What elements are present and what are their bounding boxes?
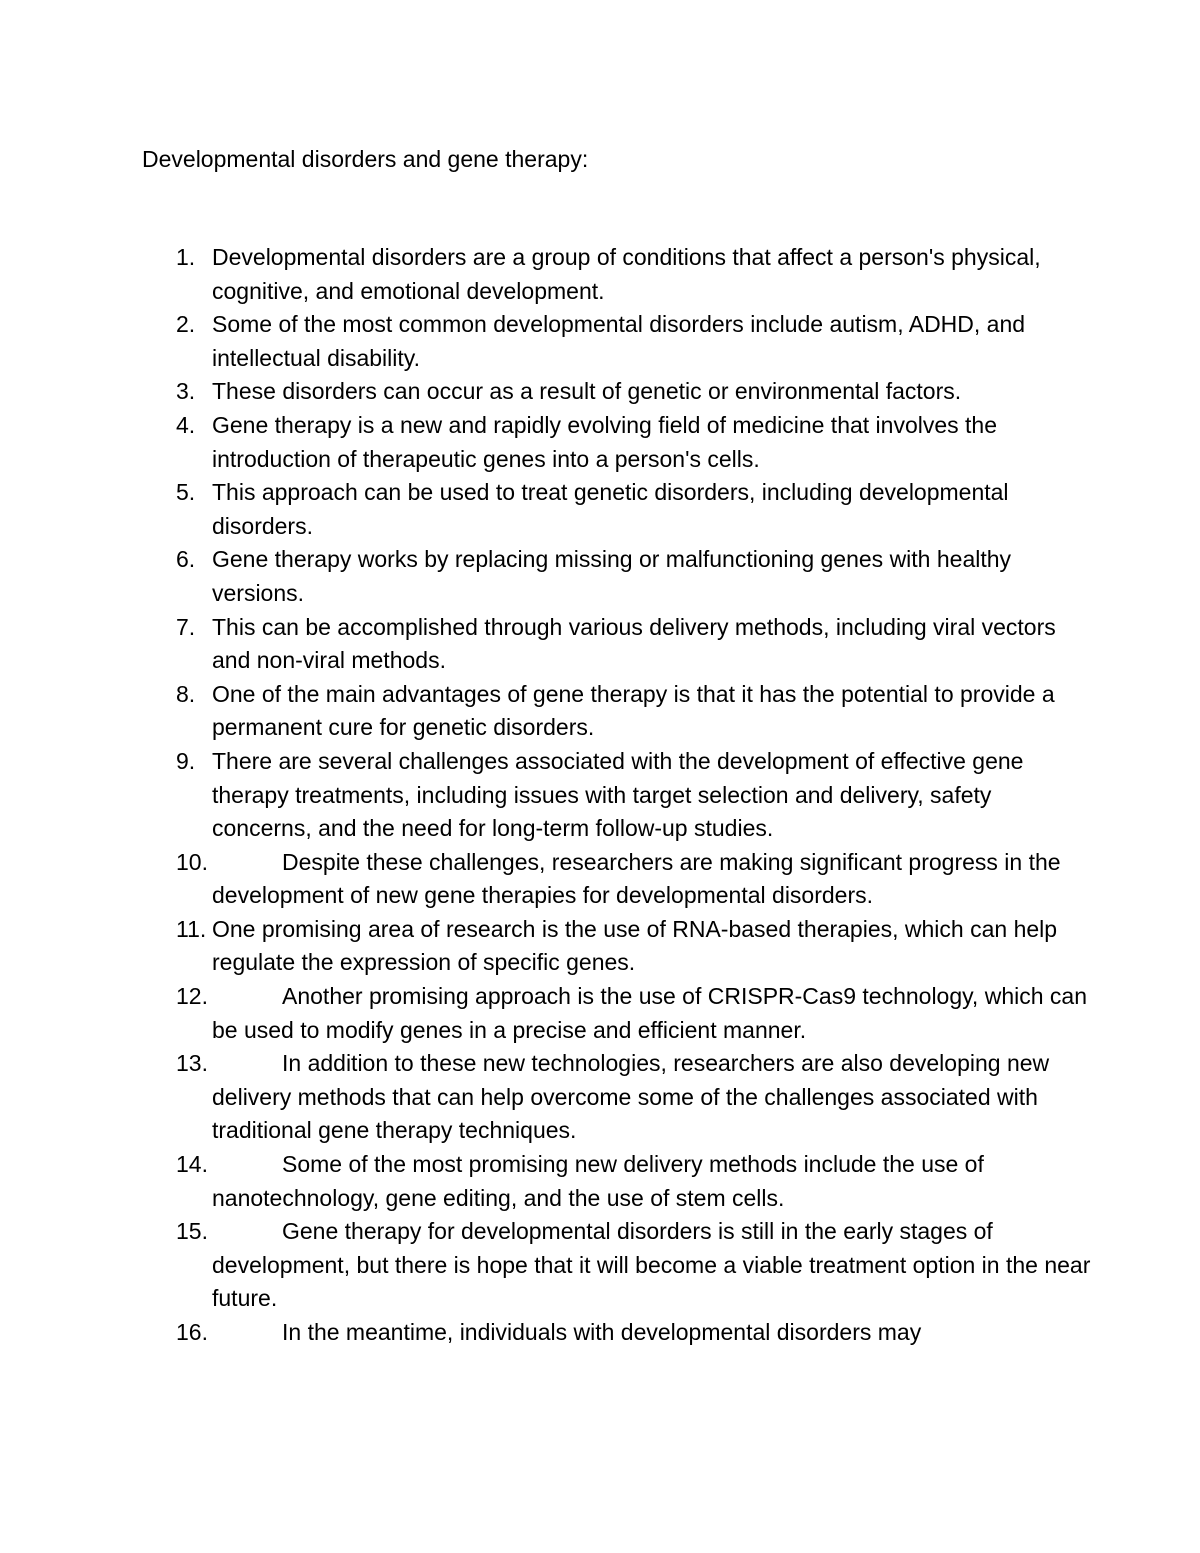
list-item [0, 308, 1092, 375]
list-item [0, 1316, 1092, 1350]
list-item-text: These disorders can occur as a result of genetic or environmental factors. [212, 378, 962, 405]
list-item [0, 241, 1092, 308]
list-item-number: 11. [176, 915, 207, 942]
list-item-text: Some of the most common developmental disorders include autism, ADHD, and intellectual disability. [212, 311, 1026, 371]
list-item-number: 6. [176, 546, 196, 573]
list-item-number: 2. [176, 311, 196, 338]
list-item [0, 375, 1092, 409]
list-item-text: Gene therapy for developmental disorders is still in the early stages of development, but there is hope that it will become a viable treatment option in the near future. [212, 1218, 1091, 1312]
document-title: Developmental disorders and gene therapy: [142, 146, 589, 172]
list-item [0, 543, 1092, 610]
list-item-text: This can be accomplished through various delivery methods, including viral vectors and non-viral methods. [212, 613, 1056, 674]
list-item-text: Despite these challenges, researchers are making significant progress in the development of new gene therapies for developmental disorders. [212, 848, 1061, 909]
list-item-text: Some of the most promising new delivery methods include the use of nanotechnology, gene editing, and the use of stem cells. [212, 1151, 984, 1211]
list-item [0, 611, 1092, 678]
list-item-text: Gene therapy works by replacing missing or malfunctioning genes with healthy versions. [212, 546, 1012, 606]
list-item-text: In addition to these new technologies, researchers are also developing new delivery methods that can help overcome some of the challenges associated with traditional gene therapy techniques. [212, 1050, 1050, 1144]
list-item-text: In the meantime, individuals with developmental disorders may [282, 1319, 922, 1345]
list-item-text: This approach can be used to treat genetic disorders, including developmental disorders. [212, 479, 1009, 539]
list-item [0, 409, 1092, 476]
list-item-text: One promising area of research is the use of RNA-based therapies, which can help regulate the expression of specific genes. [212, 915, 1058, 976]
list-item-number: 1. [176, 244, 196, 270]
list-item [0, 980, 1092, 1047]
list-item [0, 1215, 1092, 1316]
list-item-text: Developmental disorders are a group of conditions that affect a person's physical, cognitive, and emotional development. [212, 244, 1041, 304]
numbered-list [0, 241, 1200, 1350]
list-item-number: 5. [176, 479, 196, 506]
list-item [0, 476, 1092, 543]
list-item-number: 14. [176, 1151, 208, 1178]
list-item-number: 15. [176, 1218, 208, 1245]
list-item-number: 7. [176, 613, 196, 640]
list-item-number: 13. [176, 1050, 208, 1077]
list-item-text: Gene therapy is a new and rapidly evolving field of medicine that involves the introduction of therapeutic genes into a person's cells. [212, 411, 998, 472]
list-item-number: 12. [176, 983, 208, 1010]
list-item [0, 913, 1092, 980]
list-item [0, 1148, 1092, 1215]
list-item-text: One of the main advantages of gene therapy is that it has the potential to provide a permanent cure for genetic disorders. [212, 680, 1055, 741]
list-item [0, 1047, 1092, 1148]
list-item-number: 10. [176, 848, 208, 875]
list-item-text: Another promising approach is the use of CRISPR-Cas9 technology, which can be used to modify genes in a precise and efficient manner. [212, 983, 1087, 1043]
list-item-text: There are several challenges associated with the development of effective gene therapy treatments, including issues with target selection and delivery, safety concerns, and the need for long-term follow-up studies. [212, 747, 1024, 842]
list-item-number: 8. [176, 680, 196, 707]
list-item-number: 9. [176, 747, 196, 774]
list-item [0, 678, 1092, 745]
list-item-number: 3. [176, 378, 196, 405]
list-item [0, 745, 1092, 846]
list-item [0, 846, 1092, 913]
list-item-number: 4. [176, 411, 196, 438]
list-item-number: 16. [176, 1319, 208, 1345]
